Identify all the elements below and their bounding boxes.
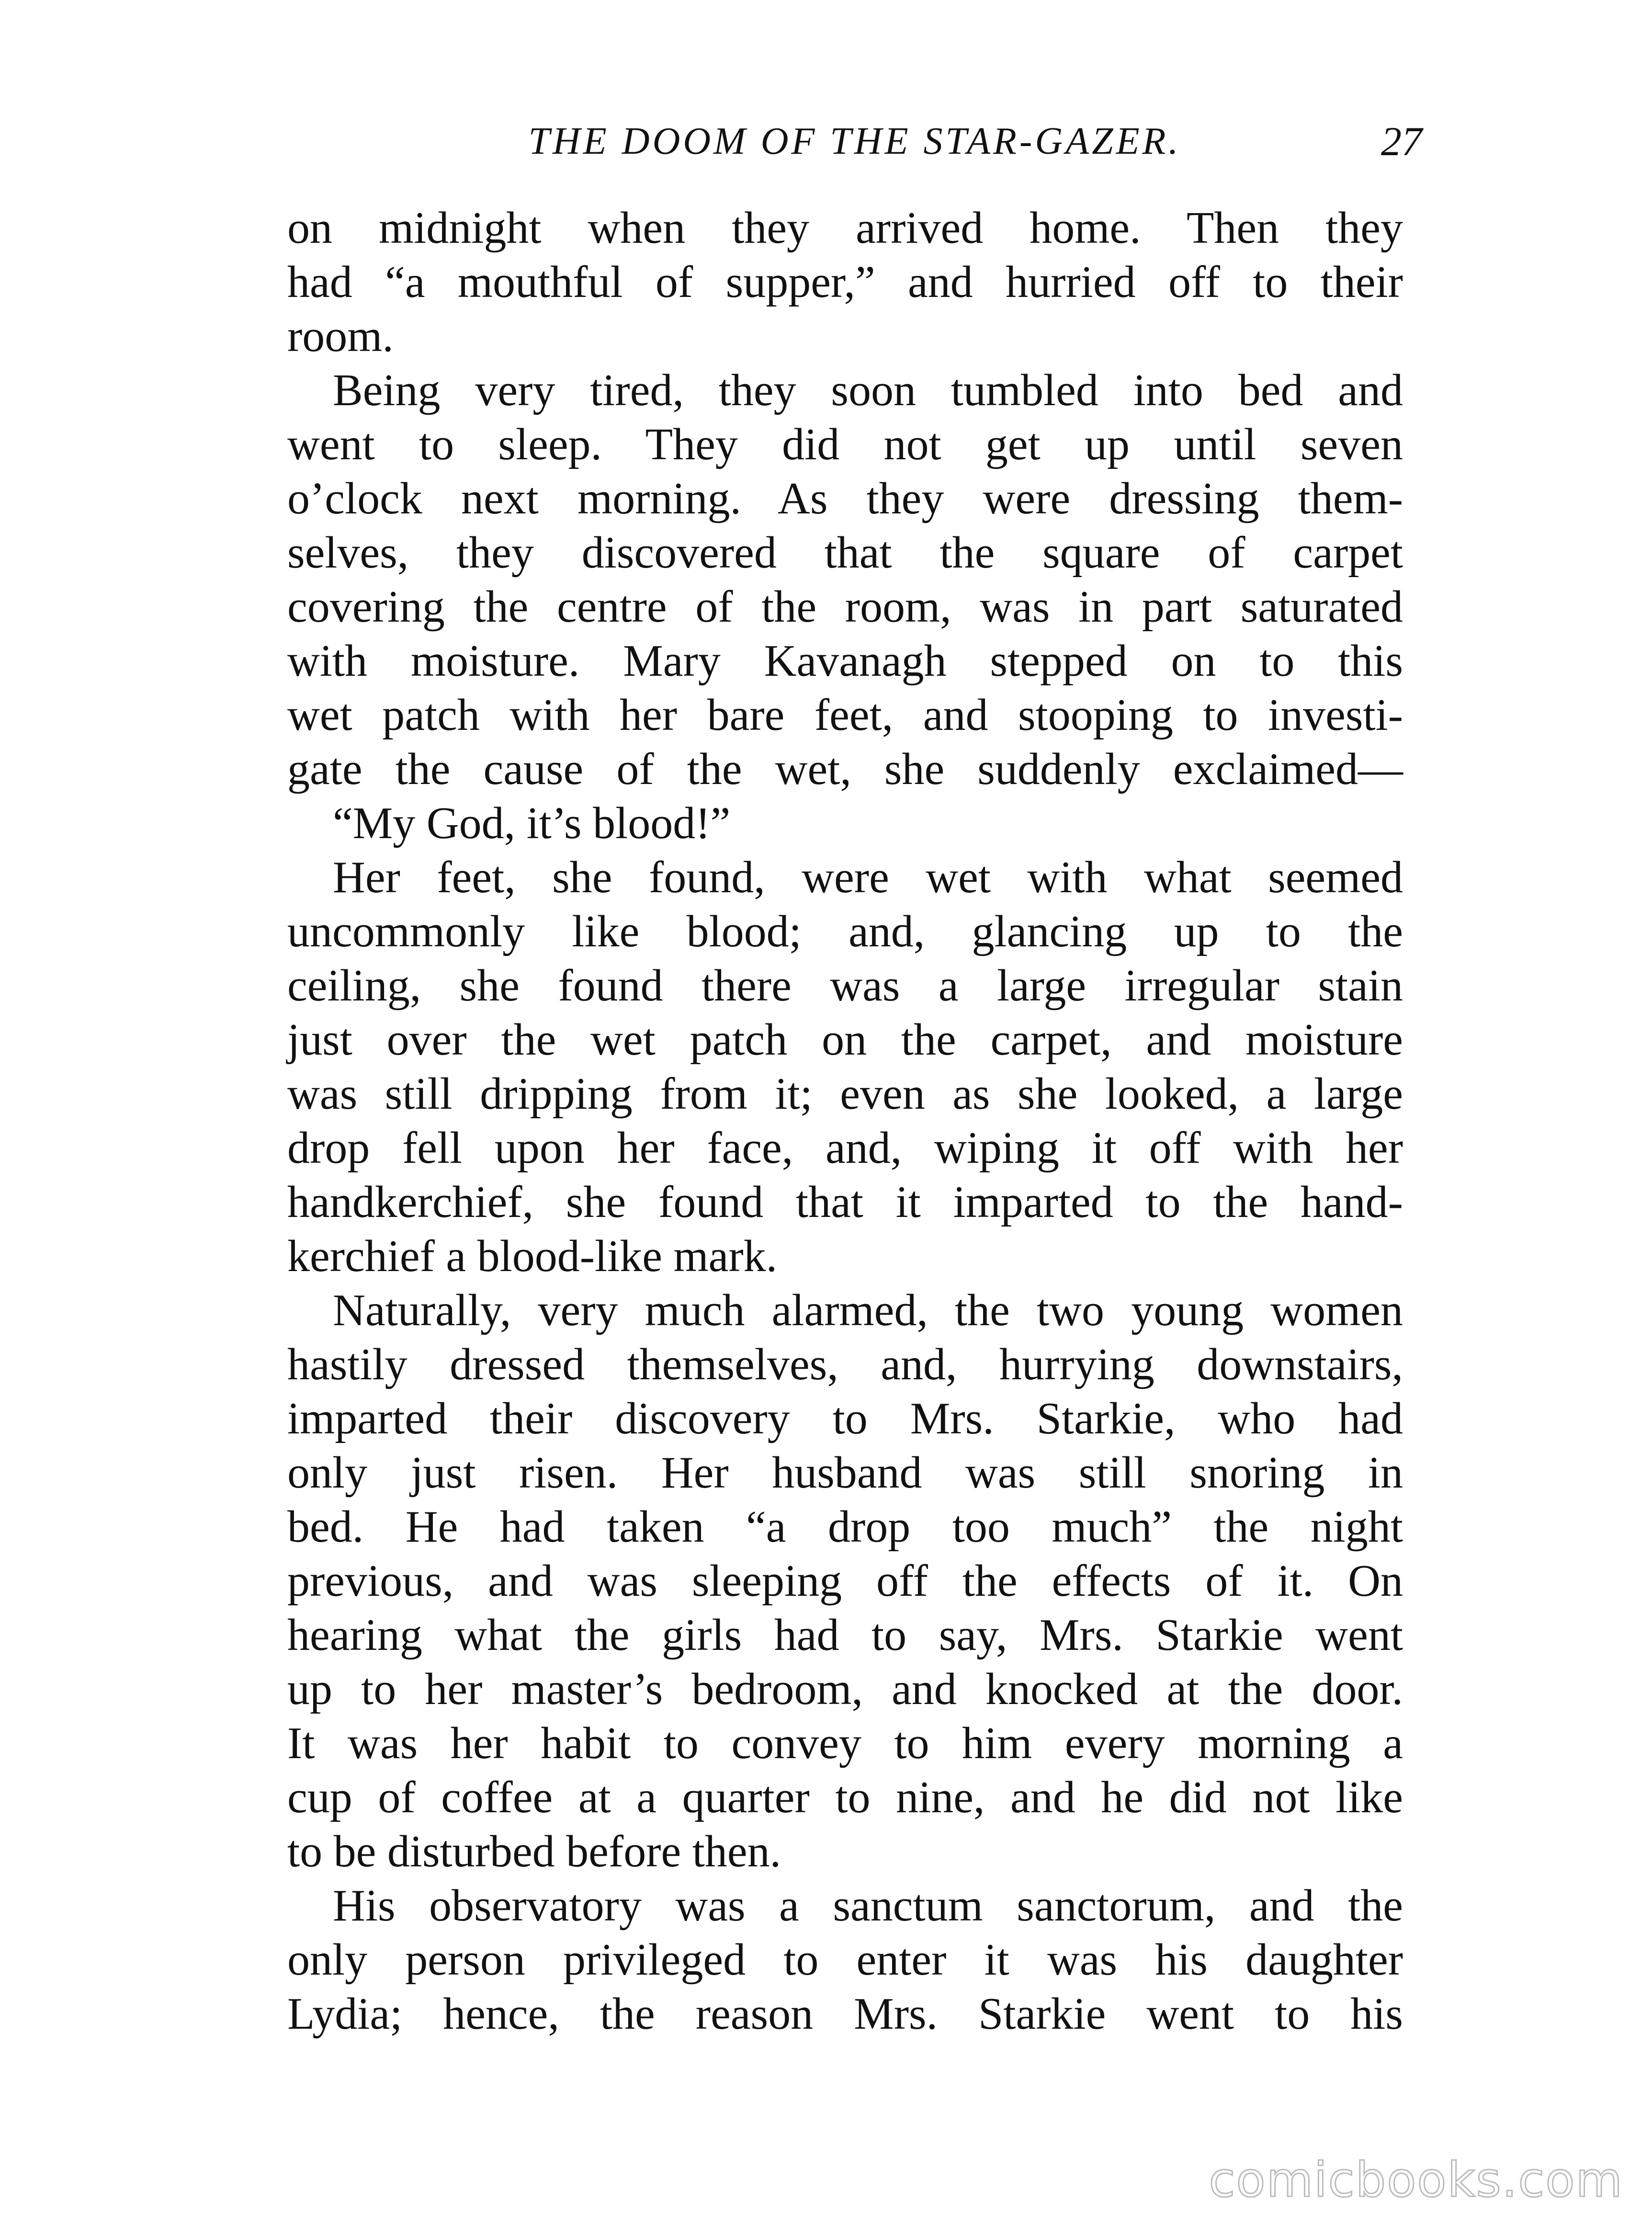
text-line: bed. He had taken “a drop too much” the night — [287, 1502, 1403, 1552]
text-line: selves, they discovered that the square of carpet — [287, 528, 1403, 578]
text-line: hastily dressed themselves, and, hurrying downstairs, — [287, 1340, 1403, 1389]
text-line: handkerchief, she found that it imparted to the hand- — [287, 1177, 1403, 1227]
paragraph-first-line: Her feet, she found, were wet with what seemed — [333, 852, 1403, 902]
text-line: o’clock next morning. As they were dressing them- — [287, 474, 1403, 523]
watermark: comicbooks.com — [1209, 2152, 1623, 2208]
text-line: It was her habit to convey to him every morning a — [287, 1718, 1403, 1768]
text-line: cup of coffee at a quarter to nine, and he did not like — [287, 1773, 1403, 1822]
text-line: on midnight when they arrived home. Then they — [287, 203, 1403, 253]
text-line: wet patch with her bare feet, and stooping to investi- — [287, 690, 1403, 740]
text-line: had “a mouthful of supper,” and hurried off to their — [287, 257, 1403, 307]
paragraph-first-line: Naturally, very much alarmed, the two young women — [333, 1285, 1403, 1335]
text-line: drop fell upon her face, and, wiping it off with her — [287, 1123, 1403, 1173]
text-line: to be disturbed before then. — [287, 1827, 781, 1876]
text-line: ceiling, she found there was a large irregular stain — [287, 961, 1403, 1011]
running-title: THE DOOM OF THE STAR-GAZER. — [528, 120, 1181, 162]
text-line: only person privileged to enter it was his daughter — [287, 1935, 1403, 1985]
text-line: with moisture. Mary Kavanagh stepped on to this — [287, 636, 1403, 686]
body-text — [287, 201, 1403, 2041]
text-line: was still dripping from it; even as she looked, a large — [287, 1069, 1403, 1119]
text-line: only just risen. Her husband was still snoring in — [287, 1448, 1403, 1498]
text-line: covering the centre of the room, was in part saturated — [287, 582, 1403, 632]
page-number: 27 — [1381, 118, 1422, 164]
text-line: uncommonly like blood; and, glancing up to the — [287, 907, 1403, 956]
text-line: just over the wet patch on the carpet, and moisture — [287, 1015, 1403, 1065]
text-line: up to her master’s bedroom, and knocked at the door. — [287, 1664, 1403, 1714]
text-line: room. — [287, 311, 394, 361]
text-line: hearing what the girls had to say, Mrs. Starkie went — [287, 1610, 1403, 1660]
quoted-exclamation: “My God, it’s blood!” — [333, 798, 731, 848]
running-head — [287, 115, 1422, 168]
text-line: gate the cause of the wet, she suddenly exclaimed— — [287, 744, 1403, 794]
text-line: previous, and was sleeping off the effects of it. On — [287, 1556, 1403, 1606]
text-line: Lydia; hence, the reason Mrs. Starkie went to his — [287, 1989, 1403, 2039]
text-line: kerchief a blood-like mark. — [287, 1231, 778, 1281]
text-line: went to sleep. They did not get up until seven — [287, 420, 1403, 469]
paragraph-first-line: Being very tired, they soon tumbled into bed and — [333, 365, 1403, 415]
paragraph-first-line: His observatory was a sanctum sanctorum, and the — [333, 1881, 1403, 1931]
text-line: imparted their discovery to Mrs. Starkie, who had — [287, 1394, 1403, 1443]
